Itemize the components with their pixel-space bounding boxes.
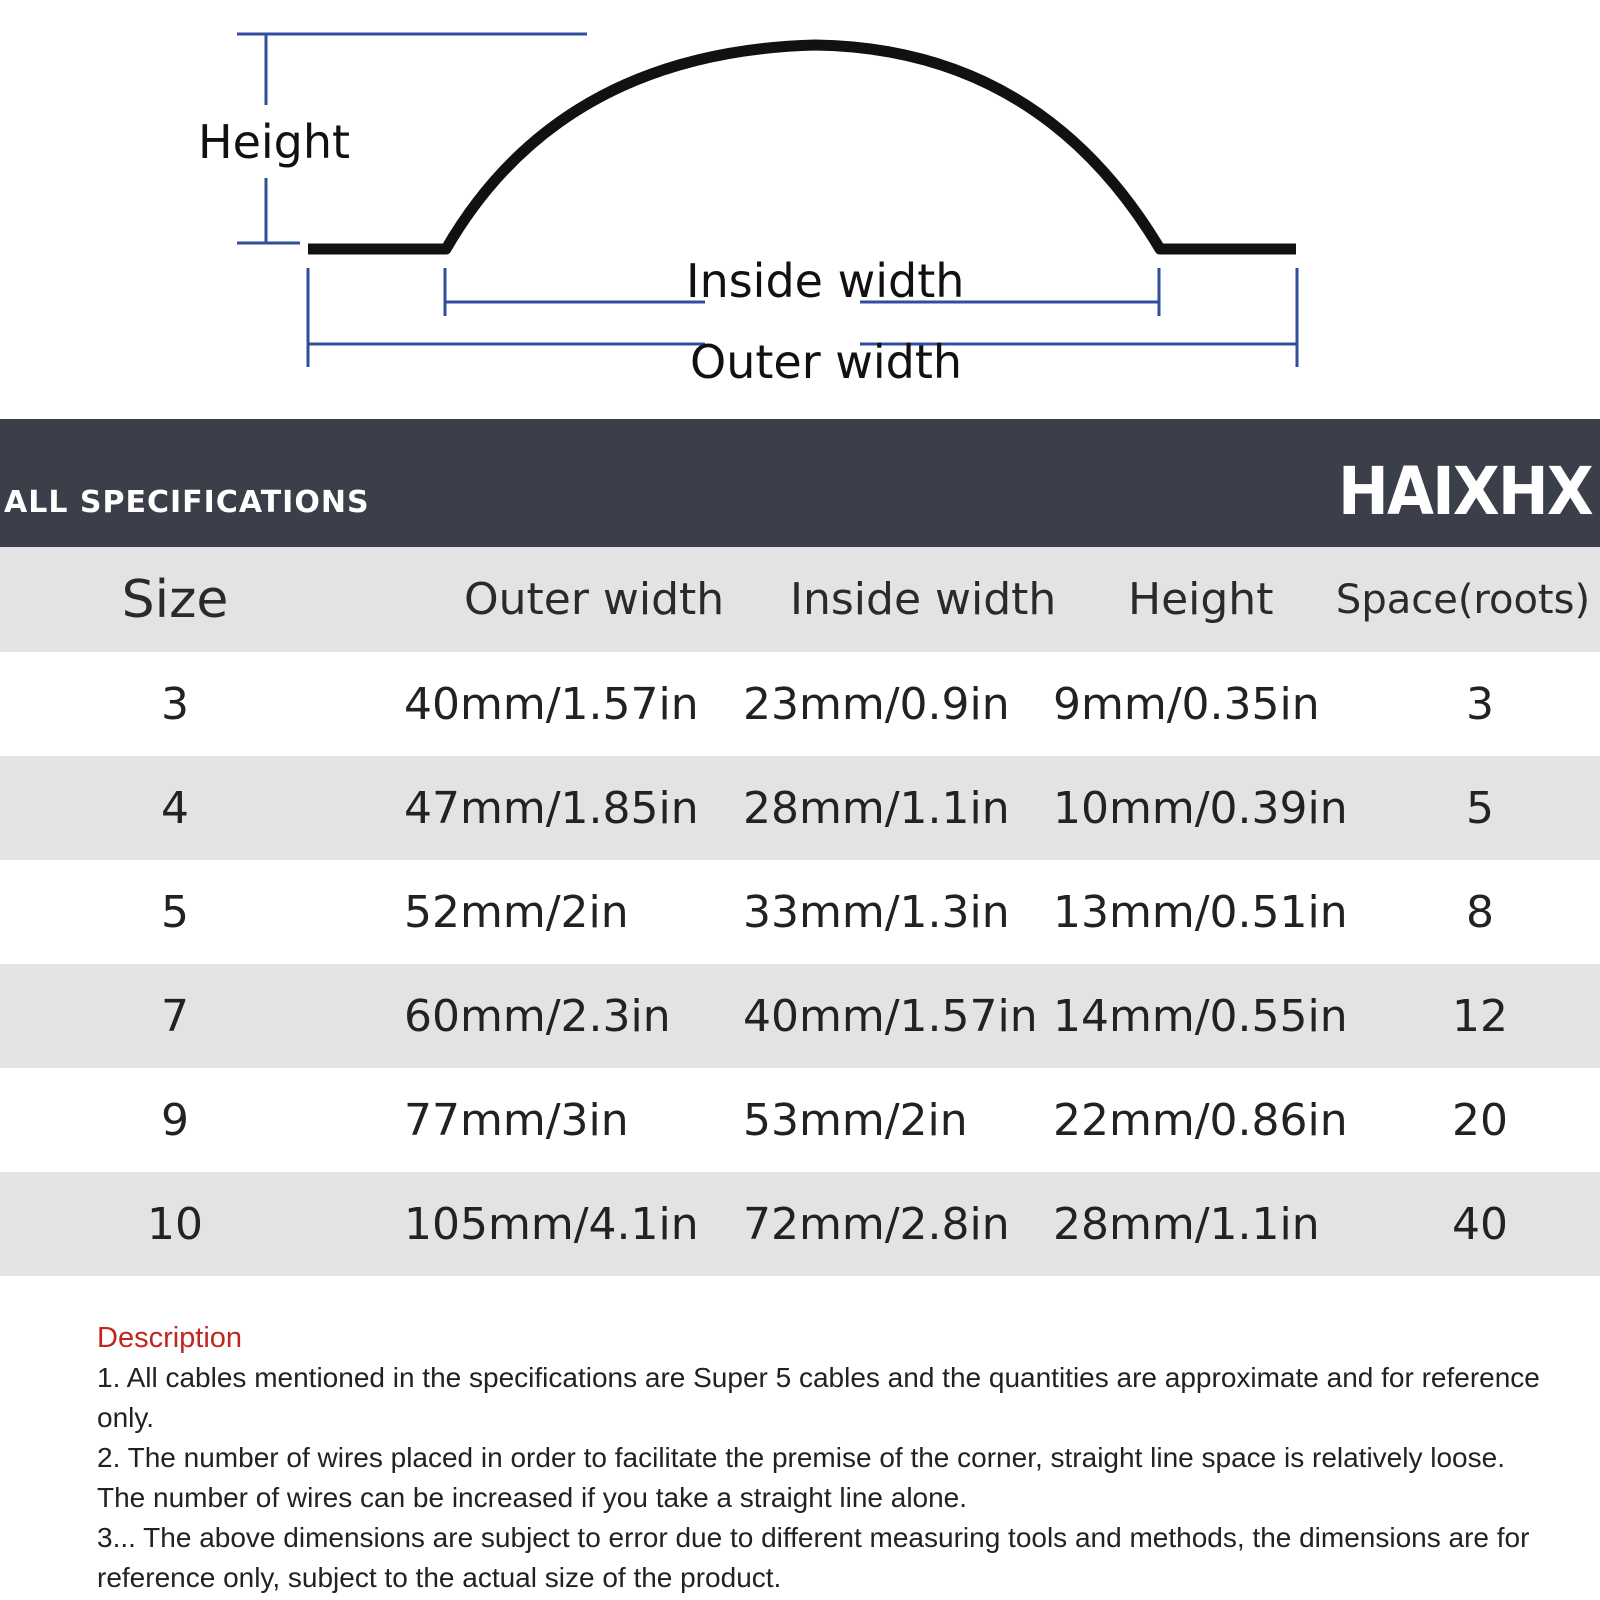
- description-item: 2. The number of wires placed in order to facilitate the premise of the corner, straight line space is relatively loose. The number of wires can be increased if you take a straight line alone.: [97, 1442, 1505, 1513]
- cell-height: 9mm/0.35in: [1053, 678, 1320, 730]
- cell-size: 3: [161, 678, 189, 730]
- header-inside-width: Inside width: [790, 574, 1057, 625]
- table-row: [0, 652, 1600, 756]
- cable-cover-profile-diagram: [0, 0, 1600, 420]
- section-title: ALL SPECIFICATIONS: [4, 485, 370, 520]
- table-row: [0, 964, 1600, 1068]
- brand-logo: HAIXHX: [1338, 453, 1592, 530]
- cell-outer-width: 105mm/4.1in: [404, 1198, 699, 1250]
- cell-height: 14mm/0.55in: [1053, 990, 1348, 1042]
- description-item: 1. All cables mentioned in the specifications are Super 5 cables and the quantities are approximate and for reference only.: [97, 1362, 1540, 1433]
- cell-inside-width: 33mm/1.3in: [743, 886, 1010, 938]
- cell-inside-width: 53mm/2in: [743, 1094, 968, 1146]
- cell-space: 40: [1452, 1198, 1508, 1250]
- cell-inside-width: 28mm/1.1in: [743, 782, 1010, 834]
- cell-inside-width: 40mm/1.57in: [743, 990, 1038, 1042]
- cell-height: 22mm/0.86in: [1053, 1094, 1348, 1146]
- table-row: [0, 1068, 1600, 1172]
- description-title: Description: [97, 1322, 243, 1354]
- cell-height: 10mm/0.39in: [1053, 782, 1348, 834]
- cell-height: 28mm/1.1in: [1053, 1198, 1320, 1250]
- table-header-row: [0, 547, 1600, 652]
- header-size: Size: [121, 569, 229, 630]
- cell-space: 12: [1452, 990, 1508, 1042]
- cell-size: 10: [147, 1198, 203, 1250]
- cell-outer-width: 60mm/2.3in: [404, 990, 671, 1042]
- cell-space: 8: [1466, 886, 1494, 938]
- cable-cover-profile: [308, 45, 1296, 249]
- outer-width-label: Outer width: [690, 335, 963, 389]
- cell-size: 5: [161, 886, 189, 938]
- header-outer-width: Outer width: [464, 574, 725, 625]
- cell-size: 4: [161, 782, 189, 834]
- inside-width-label: Inside width: [686, 254, 965, 308]
- description-item: 3... The above dimensions are subject to error due to different measuring tools and methods, the dimensions are for reference only, subject to the actual size of the product.: [97, 1522, 1530, 1593]
- table-row: [0, 860, 1600, 964]
- cell-space: 20: [1452, 1094, 1508, 1146]
- cell-inside-width: 72mm/2.8in: [743, 1198, 1010, 1250]
- cell-outer-width: 52mm/2in: [404, 886, 629, 938]
- table-row: [0, 1172, 1600, 1276]
- cell-size: 7: [161, 990, 189, 1042]
- cell-outer-width: 40mm/1.57in: [404, 678, 699, 730]
- cell-space: 3: [1466, 678, 1494, 730]
- cell-outer-width: 47mm/1.85in: [404, 782, 699, 834]
- specifications-table: [0, 547, 1600, 1276]
- header-space: Space(roots): [1335, 576, 1591, 623]
- cell-outer-width: 77mm/3in: [404, 1094, 629, 1146]
- cell-space: 5: [1466, 782, 1494, 834]
- height-label: Height: [198, 115, 351, 169]
- table-row: [0, 756, 1600, 860]
- cell-size: 9: [161, 1094, 189, 1146]
- cell-height: 13mm/0.51in: [1053, 886, 1348, 938]
- description-section: [97, 1318, 1557, 1598]
- cell-inside-width: 23mm/0.9in: [743, 678, 1010, 730]
- header-height: Height: [1128, 574, 1274, 625]
